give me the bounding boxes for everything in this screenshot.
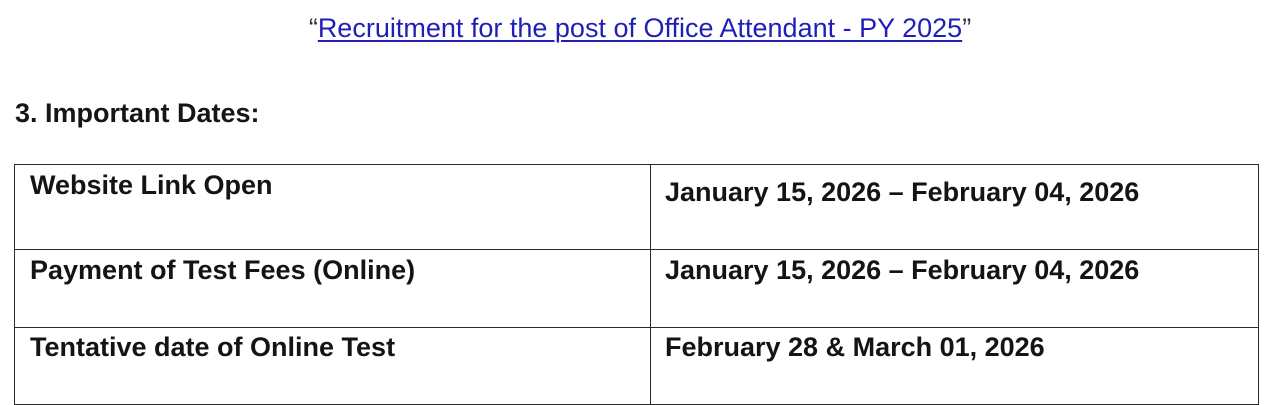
open-quote: “ [308,13,318,43]
close-quote: ” [962,13,972,43]
row-value: January 15, 2026 – February 04, 2026 [651,165,1259,250]
section-heading: 3. Important Dates: [15,98,260,128]
table-row [15,328,1259,405]
row-label: Tentative date of Online Test [15,328,651,405]
row-value: January 15, 2026 – February 04, 2026 [651,250,1259,328]
recruitment-link[interactable]: Recruitment for the post of Office Attendant - PY 2025 [317,13,963,43]
row-value: February 28 & March 01, 2026 [651,328,1259,405]
recruitment-title-line [0,10,1280,46]
table-row [15,165,1259,250]
row-label: Website Link Open [15,165,651,250]
important-dates-table [14,164,1259,405]
table-row [15,250,1259,328]
row-label: Payment of Test Fees (Online) [15,250,651,328]
